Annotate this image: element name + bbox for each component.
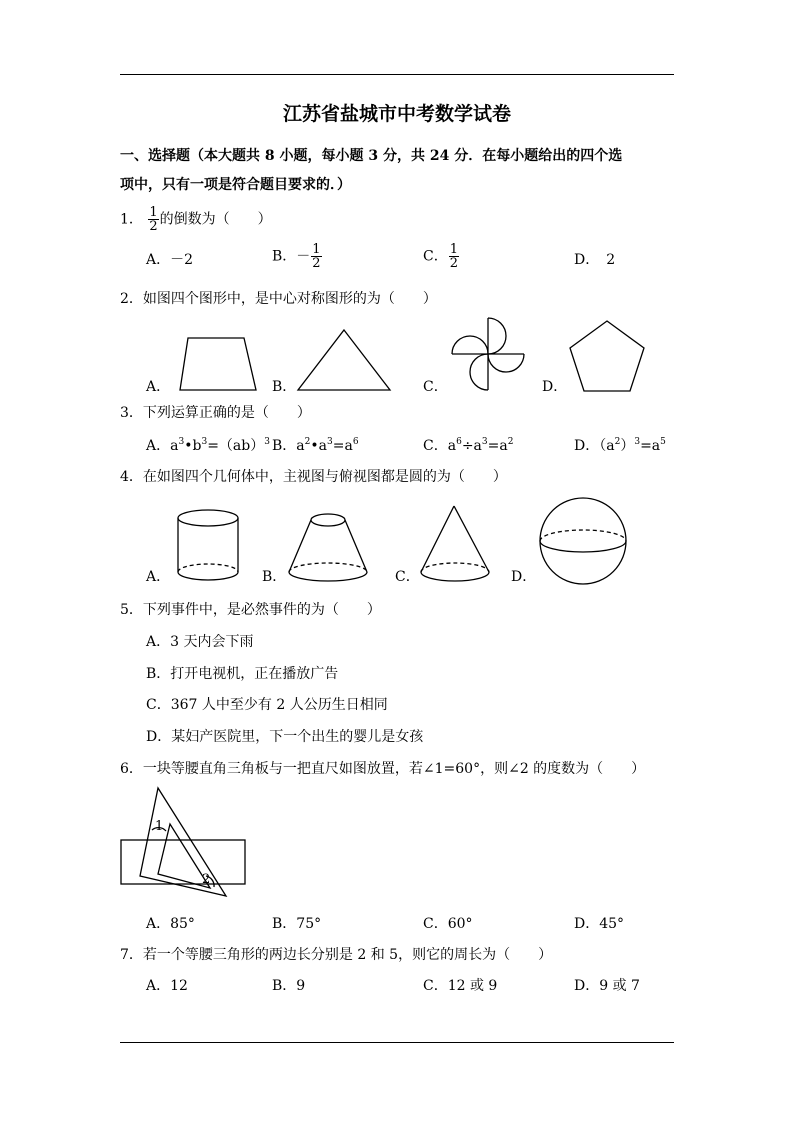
pinwheel-figure bbox=[448, 314, 528, 394]
cylinder-figure bbox=[176, 508, 244, 584]
header-rule bbox=[120, 74, 674, 75]
question-2-stem: 2．如图四个图形中，是中心对称图形的为（ ） bbox=[120, 291, 437, 307]
triangle-ruler-figure bbox=[118, 784, 250, 904]
question-1-option-d: D． 2 bbox=[574, 252, 616, 268]
section-heading-line2: 项中，只有一项是符合题目要求的．） bbox=[120, 177, 351, 193]
question-1-option-b-fraction: $\frac{1}{2}$ bbox=[312, 242, 321, 271]
question-7-option-a: A．12 bbox=[146, 978, 188, 994]
question-1-stem bbox=[120, 206, 272, 233]
cone-figure bbox=[418, 504, 492, 584]
question-7-option-b: B．9 bbox=[272, 978, 306, 994]
question-3-option-a: A．$a^3•b^3=(ab)^3$ bbox=[146, 437, 270, 454]
question-5-option-c: C．367 人中至少有 2 人公历生日相同 bbox=[146, 697, 388, 713]
question-7-option-d: D．9 或 7 bbox=[574, 978, 640, 994]
question-5-option-a: A．3 天内会下雨 bbox=[146, 634, 254, 650]
question-5-stem: 5．下列事件中，是必然事件的为（ ） bbox=[120, 602, 381, 618]
question-2-label-b: B． bbox=[272, 379, 297, 395]
question-3-option-b: B．$a^2•a^3=a^6$ bbox=[272, 437, 359, 454]
question-2-label-a: A． bbox=[146, 379, 171, 395]
question-3-option-d: D．$(a^2)^3=a^5$ bbox=[574, 437, 666, 454]
question-6-stem: 6．一块等腰直角三角板与一把直尺如图放置，若∠1=60°，则∠2 的度数为（ ） bbox=[120, 761, 646, 777]
question-3-stem: 3．下列运算正确的是（ ） bbox=[120, 405, 311, 421]
question-2-label-c: C． bbox=[423, 379, 448, 395]
question-1-option-c-fraction: $\frac{1}{2}$ bbox=[449, 242, 458, 271]
angle-2-label: 2 bbox=[202, 872, 211, 887]
question-4-stem: 4．在如图四个几何体中，主视图与俯视图都是圆的为（ ） bbox=[120, 469, 507, 485]
frustum-figure bbox=[286, 510, 372, 584]
question-4-label-c: C． bbox=[395, 569, 420, 585]
page-title: 江苏省盐城市中考数学试卷 bbox=[282, 103, 511, 125]
footer-rule bbox=[120, 1042, 674, 1043]
question-1-stem-text: 的倒数为（ ） bbox=[159, 211, 272, 228]
question-5-option-d: D．某妇产医院里，下一个出生的婴儿是女孩 bbox=[146, 729, 424, 745]
angle-1-label: 1 bbox=[155, 819, 164, 834]
question-3-option-c: C．$a^6\div a^3=a^2$ bbox=[423, 437, 514, 454]
trapezoid-figure bbox=[178, 336, 258, 392]
question-1-option-a: A．－2 bbox=[146, 252, 194, 268]
question-7-stem: 7．若一个等腰三角形的两边长分别是 2 和 5，则它的周长为（ ） bbox=[120, 947, 553, 963]
sphere-figure bbox=[538, 496, 628, 586]
question-4-label-a: A． bbox=[146, 569, 171, 585]
question-4-label-b: B． bbox=[262, 569, 287, 585]
section-heading-line1: 一、选择题（本大题共 8 小题，每小题 3 分，共 24 分．在每小题给出的四个选 bbox=[120, 148, 623, 164]
question-1-option-c: C． $\frac{1}{2}$ bbox=[423, 242, 458, 271]
triangle-figure bbox=[296, 328, 394, 392]
question-2-label-d: D． bbox=[542, 379, 568, 395]
pentagon-figure bbox=[566, 318, 648, 394]
question-7-option-c: C．12 或 9 bbox=[423, 978, 498, 994]
question-6-option-b: B．75° bbox=[272, 916, 322, 932]
question-6-option-d: D．45° bbox=[574, 916, 625, 932]
question-5-option-b: B．打开电视机，正在播放广告 bbox=[146, 666, 339, 682]
question-6-option-a: A．85° bbox=[146, 916, 195, 932]
question-4-label-d: D． bbox=[511, 569, 537, 585]
question-1-number: 1． bbox=[120, 211, 143, 228]
question-1-option-b: B．－ $\frac{1}{2}$ bbox=[272, 242, 321, 271]
question-6-option-c: C．60° bbox=[423, 916, 473, 932]
question-1-fraction: $\frac{1}{2}$ bbox=[149, 205, 158, 234]
